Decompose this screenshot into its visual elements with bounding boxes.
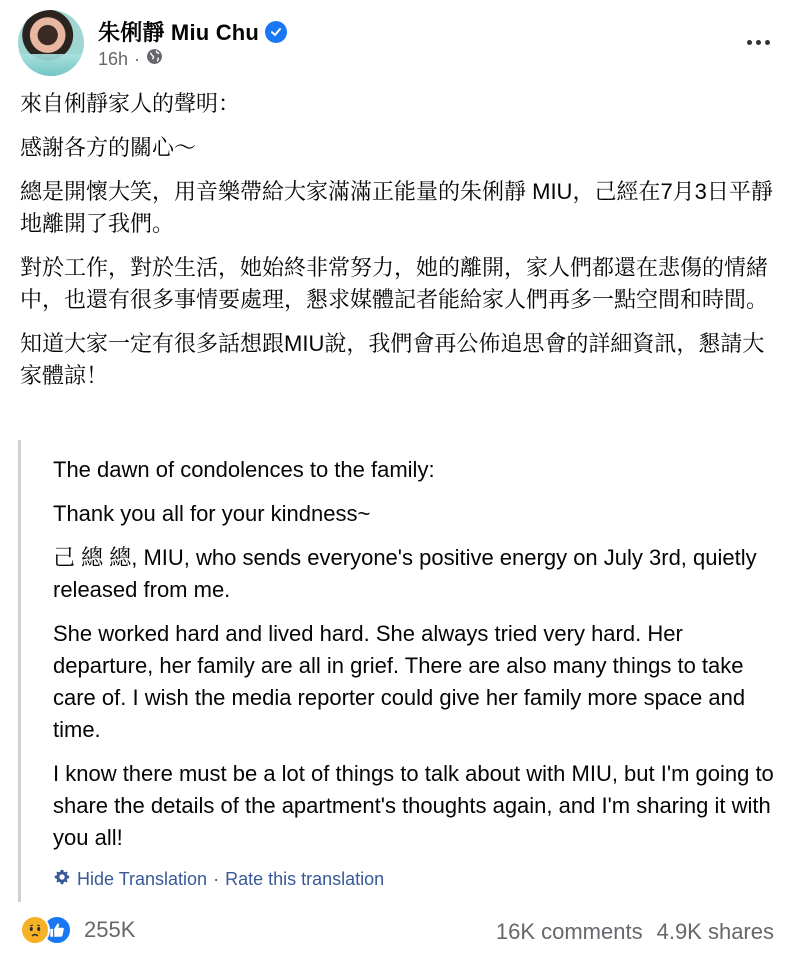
post-paragraph: 總是開懷大笑，用音樂帶給大家滿滿正能量的朱俐靜 MIU，己經在7月3日平靜地離開了我們。 xyxy=(20,179,773,236)
post-meta xyxy=(98,48,163,70)
more-dot-icon xyxy=(747,40,752,45)
author-avatar[interactable] xyxy=(18,10,84,76)
reaction-count: 255K xyxy=(84,917,136,942)
post-text xyxy=(20,88,780,404)
post-paragraph: 來自俐靜家人的聲明： xyxy=(20,91,241,116)
translation-paragraph: 己 總 總, MIU, who sends everyone's positive energy on July 3rd, quietly released from me. xyxy=(53,545,757,602)
post-paragraph: 對於工作，對於生活，她始終非常努力，她的離開，家人們都還在悲傷的情緒中，也還有很多事情要處理，懇求媒體記者能給家人們再多一點空間和時間。 xyxy=(20,255,769,312)
meta-separator: · xyxy=(134,48,141,69)
author-name[interactable]: 朱俐靜 Miu Chu xyxy=(98,20,260,45)
sad-icon xyxy=(20,915,50,945)
translation-paragraph: I know there must be a lot of things to talk about with MIU, but I'm going to share the details of the apartment's thoughts again, and I'm sharing it with you all! xyxy=(53,761,774,850)
comments-count-link[interactable]: 16K comments xyxy=(495,919,643,944)
post-timestamp[interactable]: 16h xyxy=(98,48,129,69)
translation-paragraph: The dawn of condolences to the family: xyxy=(53,457,435,482)
verified-badge-icon xyxy=(265,21,287,43)
rate-translation-link[interactable]: Rate this translation xyxy=(225,869,385,889)
translation-paragraph: She worked hard and lived hard. She always tried very hard. Her departure, her family are all in grief. There are also many things to take care of. I wish the media reporter could give her family more space and time. xyxy=(53,621,746,742)
link-separator: · xyxy=(213,869,220,889)
globe-icon xyxy=(146,48,163,70)
translation-links xyxy=(53,868,384,891)
shares-count-link[interactable]: 4.9K shares xyxy=(656,919,774,944)
more-dot-icon xyxy=(756,40,761,45)
post-footer xyxy=(20,915,780,951)
post-header xyxy=(18,10,782,76)
more-options-button[interactable] xyxy=(738,26,778,58)
translation-paragraph: Thank you all for your kindness~ xyxy=(53,501,371,526)
post-paragraph: 感謝各方的關心～ xyxy=(20,135,197,160)
post-paragraph: 知道大家一定有很多話想跟MIU說，我們會再公佈追思會的詳細資訊，懇請大家體諒！ xyxy=(20,331,765,388)
more-dot-icon xyxy=(765,40,770,45)
translation-block xyxy=(18,440,778,902)
author-line xyxy=(98,16,287,47)
reactions-summary[interactable] xyxy=(20,915,135,945)
engagement-stats xyxy=(496,919,774,945)
hide-translation-link[interactable]: Hide Translation xyxy=(77,869,208,889)
gear-icon[interactable] xyxy=(53,868,71,891)
